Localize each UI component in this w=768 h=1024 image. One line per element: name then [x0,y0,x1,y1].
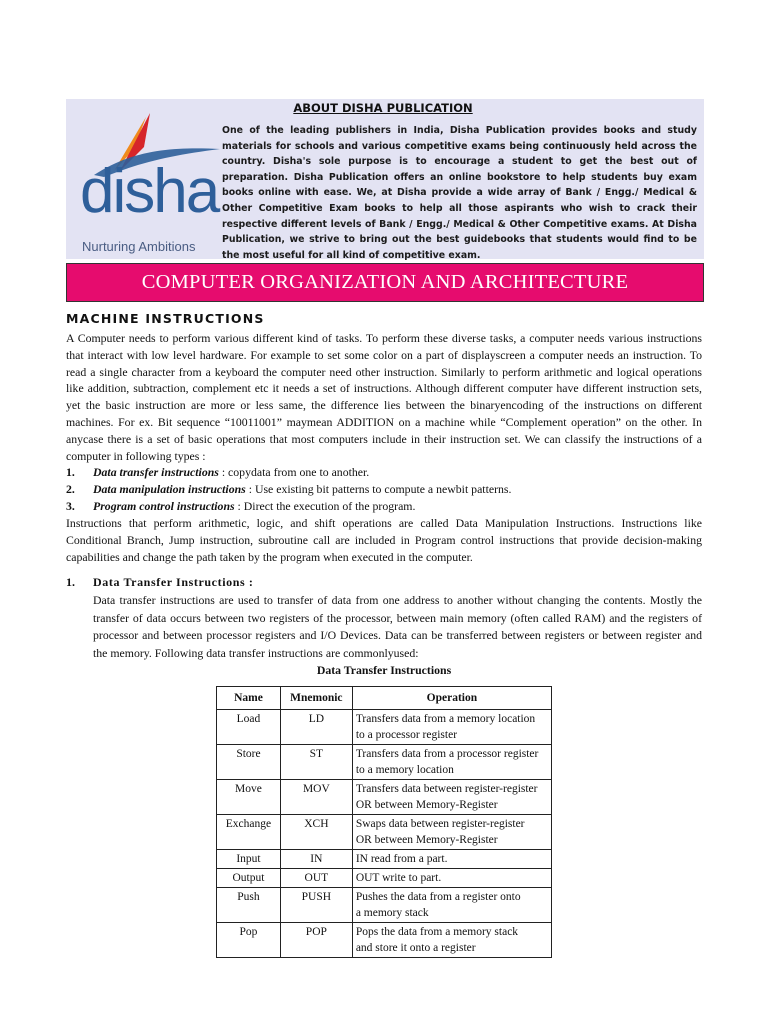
cell-mnemonic: LD [280,710,352,745]
table-row [217,923,552,958]
cell-operation [352,815,551,850]
logo-tagline: Nurturing Ambitions [82,239,196,254]
type-desc: : copydata from one to another. [218,465,370,479]
operation-line: Pushes the data from a register onto [355,891,521,903]
operation-line: Swaps data between register-register [355,818,525,830]
operation-line: to a memory location [355,764,454,776]
operation-line: to a processor register [355,729,458,741]
cell-name: Output [217,869,281,888]
main-title: COMPUTER ORGANIZATION AND ARCHITECTURE [141,271,629,293]
operation-line: and store it onto a register [355,942,476,954]
list-number: 3. [66,498,75,513]
type-desc: : Use existing bit patterns to compute a newbit patterns. [245,481,512,496]
table-row [217,850,552,869]
cell-name: Load [217,710,281,745]
operation-line: OR between Memory-Register [355,834,498,846]
cell-operation [352,923,551,958]
type-name: Data transfer instructions [93,465,219,479]
cell-name: Exchange [217,815,281,850]
cell-operation [352,745,551,780]
cell-mnemonic: ST [280,745,352,780]
cell-operation [352,710,551,745]
table-header-row [217,687,552,710]
cell-mnemonic: OUT [280,869,352,888]
list-number: 1. [66,465,75,479]
header-mnemonic: Mnemonic [280,687,352,710]
cell-mnemonic: PUSH [280,888,352,923]
cell-operation [352,888,551,923]
table-row [217,815,552,850]
table-row [217,745,552,780]
operation-line: Transfers data between register-register [355,783,538,795]
about-title: ABOUT DISHA PUBLICATION [293,101,473,115]
section-title: MACHINE INSTRUCTIONS [66,311,265,326]
table-row [217,780,552,815]
type-desc: : Direct the execution of the program. [234,498,416,513]
cell-mnemonic: MOV [280,780,352,815]
table-row [217,869,552,888]
main-title-bar [66,263,704,302]
subsection-paragraph: Data transfer instructions are used to transfer of data from one address to another without changing the contents. Mostly the transfer of data occurs between two registers of the processor, between main memory (often called RAM) and the registers of processor and between processor registers and I/O Devices. Data can be transferred between registers or between register and the memory. Following data transfer instructions are commonlyused: [93,593,702,660]
classification-paragraph: Instructions that perform arithmetic, logic, and shift operations are called Data Manipulation Instructions. Instructions like Conditional Branch, Jump instruction, subroutine call are included in Program control instructions that provide decision-making capabilities and change the path taken by the program when executed in the computer. [66,516,702,564]
operation-line: Transfers data from a memory location [355,713,536,725]
cell-name: Push [217,888,281,923]
type-name: Program control instructions [93,498,235,513]
cell-operation [352,780,551,815]
operation-line: OR between Memory-Register [355,799,498,811]
list-item [66,464,702,481]
list-item [66,498,702,515]
about-text: One of the leading publishers in India, Disha Publication provides books and study materials for schools and various competitive exams being continuously held across the country. Disha's sole purpose is to encourage a student to get the best out of preparation. Disha Publication offers an online bookstore to help students buy exam books online with ease. We, at Disha provide a wide array of Bank / Engg./ Medical & Other Competitive Exam books to help all those aspirants who wish to crack their respective different levels of Bank / Engg./ Medical & Other Competitive exams. At Disha Publication, we strive to bring out the best guidebooks that students would find to be the most useful for all kind of competitive exam. [222,125,697,261]
header-operation: Operation [352,687,551,710]
cell-name: Move [217,780,281,815]
instruction-types-list [66,464,702,514]
table-row [217,888,552,923]
cell-mnemonic: XCH [280,815,352,850]
operation-line: Pops the data from a memory stack [355,926,519,938]
disha-logo [74,109,224,259]
subsection-title: Data Transfer Instructions : [93,575,254,589]
data-transfer-table [216,686,552,958]
cell-operation: OUT write to part. [352,869,551,888]
cell-operation: IN read from a part. [352,850,551,869]
cell-name: Input [217,850,281,869]
cell-name: Store [217,745,281,780]
list-number: 2. [66,481,75,496]
subsection-heading [66,575,253,590]
table-row [217,710,552,745]
header-name: Name [217,687,281,710]
type-name: Data manipulation instructions [93,481,246,496]
intro-paragraph: A Computer needs to perform various different kind of tasks. To perform these diverse tasks, a computer needs various instructions that interact with low level hardware. For example to set some color on a part of displayscreen a computer needs an instruction. To read a single character from a keyboard the computer need other instruction. Similarly to perform arithmetic and logical operations like addition, subtraction, complement etc it needs a set of instructions. Although different computer have different instruction sets, yet the basic instruction are more or less same, the difference lies between the binaryencoding of the instructions on different machines. For ex. Bit sequence “10011001” maymean ADDITION on a machine while “Complement operation” on the other. In anycase there is a set of basic operations that most computers include in their instruction set. We can classify the instructions of a computer in following types : [66,331,702,463]
table-caption: Data Transfer Instructions [316,663,452,677]
subsection-number: 1. [66,575,75,589]
operation-line: a memory stack [355,907,429,919]
about-disha-box [66,99,704,259]
list-item [66,481,702,498]
operation-line: Transfers data from a processor register [355,748,539,760]
cell-mnemonic: POP [280,923,352,958]
logo-word: disha [80,157,219,226]
cell-mnemonic: IN [280,850,352,869]
cell-name: Pop [217,923,281,958]
